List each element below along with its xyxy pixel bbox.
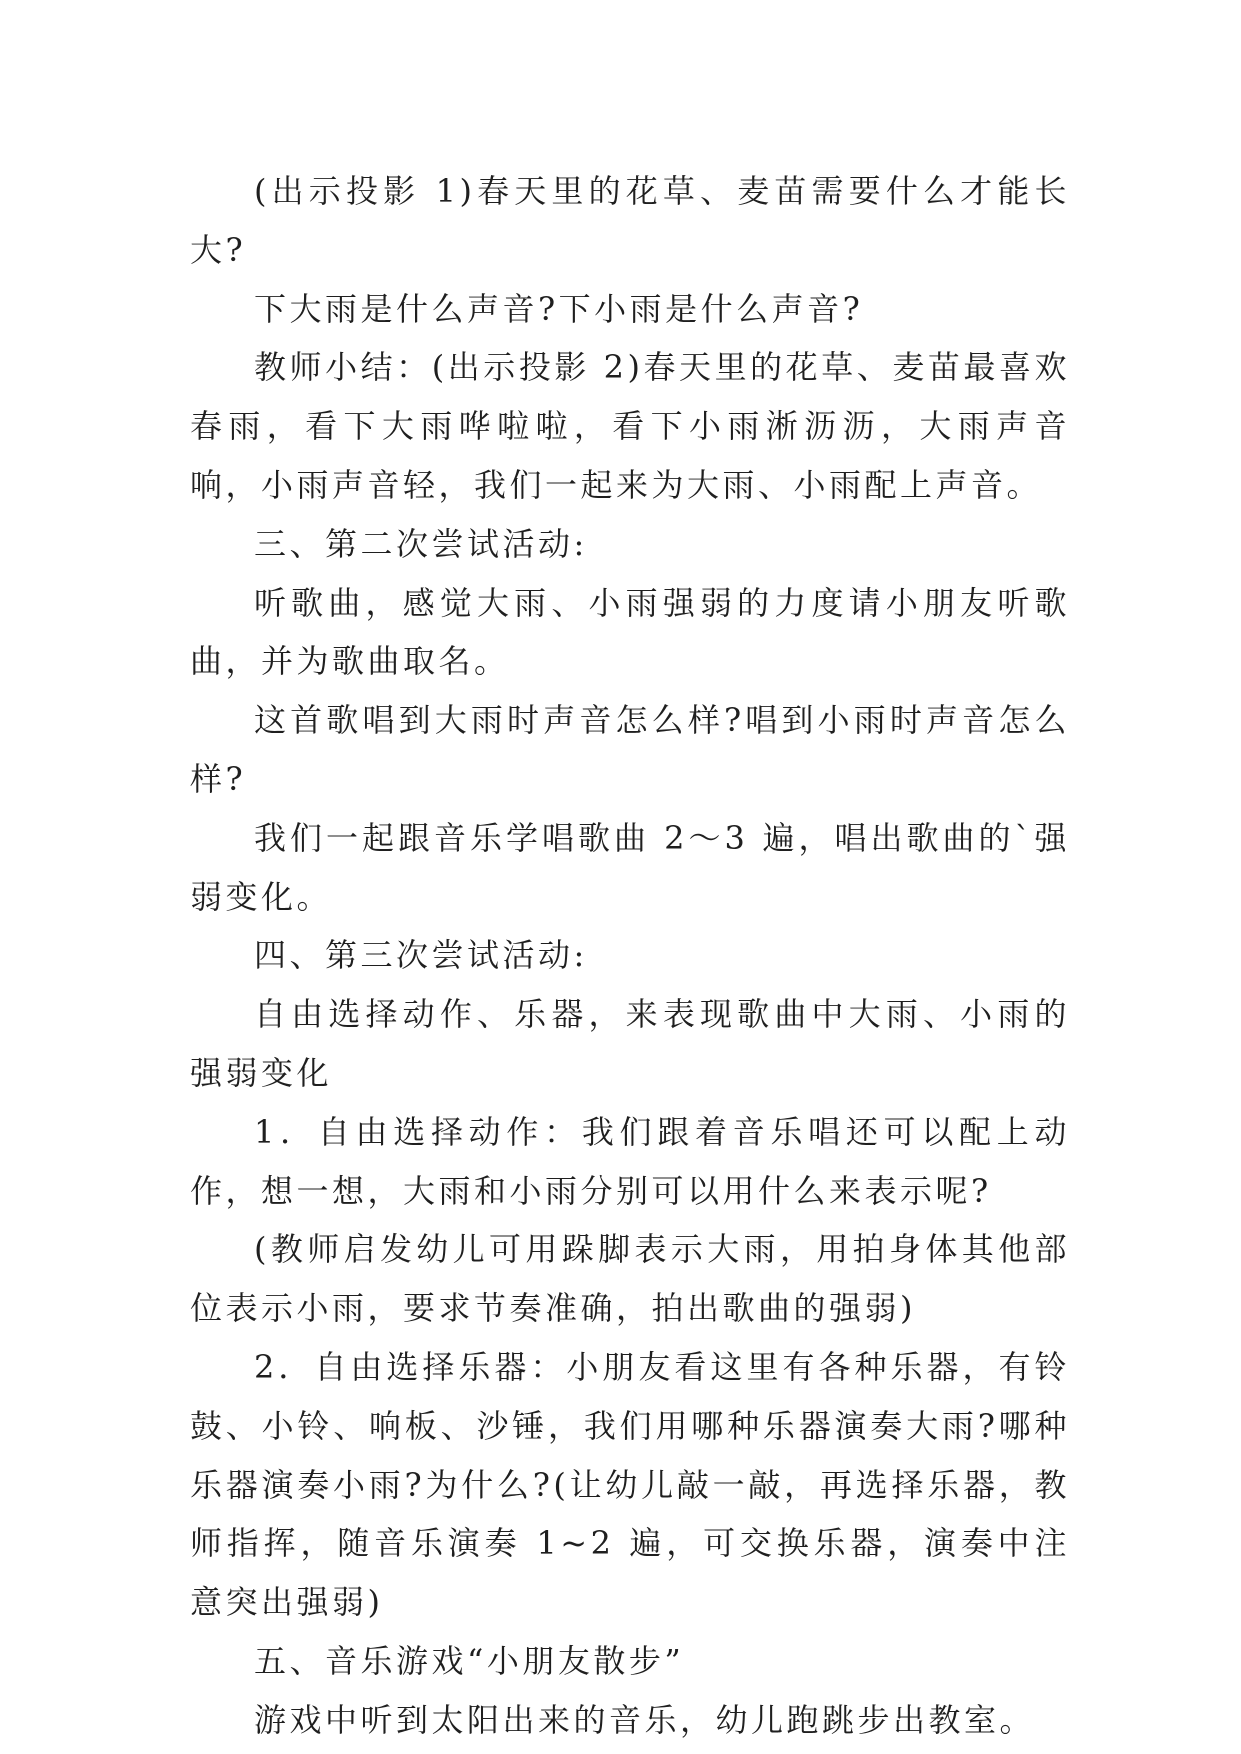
paragraph: 游戏中听到太阳出来的音乐，幼儿跑跳步出教室。	[254, 1700, 1036, 1739]
paragraph: (教师启发幼儿可用跺脚表示大雨，用拍身体其他部位表示小雨，要求节奏准确，拍出歌曲的强弱)	[190, 1230, 1070, 1328]
section-heading: 五、音乐游戏“小朋友散步”	[254, 1641, 685, 1680]
numbered-item: 1．自由选择动作：我们跟着音乐唱还可以配上动作，想一想，大雨和小雨分别可以用什么来表示呢?	[190, 1112, 1070, 1210]
paragraph: 自由选择动作、乐器，来表现歌曲中大雨、小雨的强弱变化	[190, 995, 1070, 1092]
paragraph: 我们一起跟音乐学唱歌曲 2～3 遍，唱出歌曲的`强弱变化。	[190, 818, 1070, 916]
section-heading: 四、第三次尝试活动:	[254, 936, 588, 975]
paragraph: 下大雨是什么声音?下小雨是什么声音?	[254, 289, 864, 328]
paragraph: 听歌曲，感觉大雨、小雨强弱的力度请小朋友听歌曲，并为歌曲取名。	[190, 583, 1070, 681]
numbered-item: 2．自由选择乐器：小朋友看这里有各种乐器，有铃鼓、小铃、响板、沙锤，我们用哪种乐器演奏大雨?哪种乐器演奏小雨?为什么?(让幼儿敲一敲，再选择乐器，教师指挥，随音乐演奏 1~2 遍，可交换乐器，演奏中注意突出强弱)	[190, 1347, 1070, 1622]
paragraph: (出示投影 1)春天里的花草、麦苗需要什么才能长大?	[190, 172, 1070, 269]
document-body	[190, 162, 1070, 1750]
paragraph: 这首歌唱到大雨时声音怎么样?唱到小雨时声音怎么样?	[190, 701, 1070, 798]
paragraph: 教师小结：(出示投影 2)春天里的花草、麦苗最喜欢春雨，看下大雨哗啦啦，看下小雨淅沥沥，大雨声音响，小雨声音轻，我们一起来为大雨、小雨配上声音。	[190, 348, 1070, 504]
section-heading: 三、第二次尝试活动:	[254, 524, 588, 563]
